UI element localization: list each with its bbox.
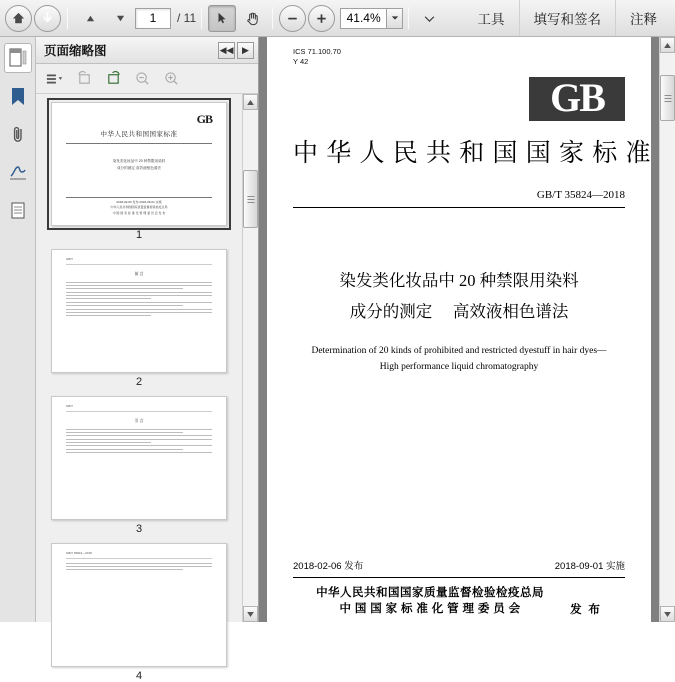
thumbnail-page-label: 3 [135, 523, 143, 535]
document-issuer [293, 585, 625, 618]
page-navigation [75, 5, 196, 32]
mini-section-heading: 前 言 [134, 270, 144, 276]
cursor-select-icon[interactable] [208, 5, 236, 32]
navigation-rail [0, 37, 36, 622]
triangle-down-icon[interactable] [106, 5, 134, 32]
mini-rule [66, 143, 212, 144]
mini-subtitle: 染发类化妆品中 20 种禁限用染料 成分的测定 高效液相色谱法 [112, 158, 166, 170]
toolbar-separator [67, 7, 68, 29]
thumbnails-panel-header [36, 37, 258, 64]
thumbnail-page-image [51, 396, 227, 520]
scroll-grip-icon [247, 196, 254, 203]
scroll-up-button[interactable] [243, 94, 258, 110]
scroll-down-button[interactable] [243, 606, 258, 622]
gb-logo [293, 74, 625, 121]
thumbnails-list [36, 94, 242, 682]
page-total-label: / 11 [177, 11, 197, 25]
mini-section-heading: 引 言 [134, 417, 144, 423]
thumbnail-page-1[interactable] [51, 102, 227, 241]
thumbnails-scroll-thumb[interactable] [243, 170, 258, 228]
workspace [0, 37, 675, 682]
gb-logo-text: GB [529, 77, 625, 121]
thumbnails-toolbar [36, 64, 258, 94]
document-scrollbar[interactable] [659, 37, 675, 622]
document-bottom-rule [293, 577, 625, 578]
document-top-rule [293, 207, 625, 208]
zoom-control [340, 8, 403, 29]
attachments-icon[interactable] [4, 119, 32, 149]
mini-body-lines [66, 563, 212, 571]
document-publish-word: 发 布 [570, 604, 602, 616]
page-thumbnails-icon[interactable] [4, 43, 32, 73]
options-menu-button[interactable]: ▶ [237, 42, 254, 59]
toolbar-separator-3 [272, 7, 273, 29]
hand-tool-icon[interactable] [238, 5, 266, 32]
thumbnail-cover-content [52, 103, 226, 225]
document-standard-number: GB/T 35824—2018 [536, 189, 625, 202]
tab-tools[interactable]: 工具 [477, 12, 505, 27]
layers-icon[interactable] [4, 195, 32, 225]
minus-circle-icon[interactable] [279, 5, 306, 32]
tab-comment[interactable]: 注释 [615, 0, 671, 36]
document-page-1 [267, 37, 651, 622]
mini-running-head: GB/T [66, 404, 212, 412]
thumbnail-page-image [51, 102, 227, 226]
document-chinese-title: 染发类化妆品中 20 种禁限用染料 成分的测定 高效液相色谱法 [339, 271, 579, 321]
thumbnails-scrollbar[interactable] [242, 94, 258, 622]
plus-circle-icon[interactable] [308, 5, 335, 32]
chevron-down-small-icon[interactable] [415, 5, 443, 32]
page-thumbnails-panel [36, 37, 259, 682]
document-viewer [259, 37, 675, 622]
doc-scroll-up-button[interactable] [660, 37, 675, 53]
main-toolbar [0, 0, 675, 37]
document-english-title: Determination of 20 kinds of prohibited and restricted dyestuff in hair dyes— High performance liquid chromatography [311, 346, 607, 373]
document-issuer-names: 中华人民共和国国家质量监督检验检疫总局 中 国 国 家 标 准 化 管 理 委 员 会 [316, 586, 545, 616]
thumbnail-text-content [52, 250, 226, 372]
toolbar-tabs [464, 0, 672, 36]
home-icon[interactable] [5, 5, 32, 32]
mini-gb-logo: GB [196, 112, 212, 126]
triangle-up-icon[interactable] [76, 5, 104, 32]
document-effective-date: 2018-09-01 实施 [554, 561, 625, 572]
scroll-grip-icon [664, 95, 671, 102]
chevron-down-icon[interactable] [386, 8, 403, 29]
zoom-level-value[interactable]: 41.4% [340, 8, 386, 29]
page-number-input[interactable]: 1 [135, 8, 171, 29]
mini-running-head: GB/T 35824—2018 [66, 551, 212, 559]
thumbnail-page-label: 4 [135, 670, 143, 682]
document-issue-date: 2018-02-06 发布 [293, 561, 364, 572]
save-down-icon[interactable] [34, 5, 61, 32]
tab-fill-and-sign[interactable]: 填写和签名 [519, 0, 616, 36]
thumbnails-header-buttons [216, 42, 254, 59]
document-scroll-thumb[interactable] [660, 75, 675, 121]
thumbnails-scroll-area [36, 94, 258, 682]
toolbar-separator-4 [408, 7, 409, 29]
bookmarks-icon[interactable] [4, 81, 32, 111]
document-dates [293, 558, 625, 572]
mini-footer: 2018-02-06 发布 2018-09-01 实施 中华人民共和国国家质量监督检验检疫总局 中 国 国 家 标 准 化 管 理 委 员 会 发 布 [66, 197, 212, 216]
signatures-icon[interactable] [4, 157, 32, 187]
thumbnails-scroll-track[interactable] [243, 110, 258, 606]
thumbnail-page-4[interactable] [51, 543, 227, 682]
thumbnail-text-content [52, 397, 226, 519]
rotate-ccw-button[interactable] [71, 67, 97, 91]
thumbnail-page-label: 2 [135, 376, 143, 388]
thumbnail-options-button[interactable] [42, 67, 68, 91]
thumbnails-panel-title: 页面缩略图 [44, 44, 107, 58]
document-main-title: 中 华 人 民 共 和 国 国 家 标 准 [293, 140, 652, 168]
mini-running-head: GB/T [66, 257, 212, 265]
doc-scroll-down-button[interactable] [660, 606, 675, 622]
thumbnail-page-image [51, 249, 227, 373]
mini-title: 中华人民共和国国家标准 [100, 131, 178, 138]
zoom-out-thumbs-button[interactable] [129, 67, 155, 91]
mini-body-lines [66, 429, 212, 454]
mini-body-lines [66, 282, 212, 317]
zoom-in-thumbs-button[interactable] [158, 67, 184, 91]
document-scroll-track[interactable] [660, 53, 675, 606]
thumbnail-text-content [52, 544, 226, 666]
toolbar-separator-2 [201, 7, 202, 29]
thumbnail-page-2[interactable] [51, 249, 227, 388]
thumbnail-page-label: 1 [135, 229, 143, 241]
thumbnail-page-3[interactable] [51, 396, 227, 535]
document-ics-code: ICS 71.100.70 Y 42 [293, 47, 341, 67]
document-canvas[interactable] [259, 37, 659, 622]
thumbnail-page-image [51, 543, 227, 667]
rotate-cw-button[interactable] [100, 67, 126, 91]
collapse-panel-button[interactable]: ◀◀ [218, 42, 235, 59]
